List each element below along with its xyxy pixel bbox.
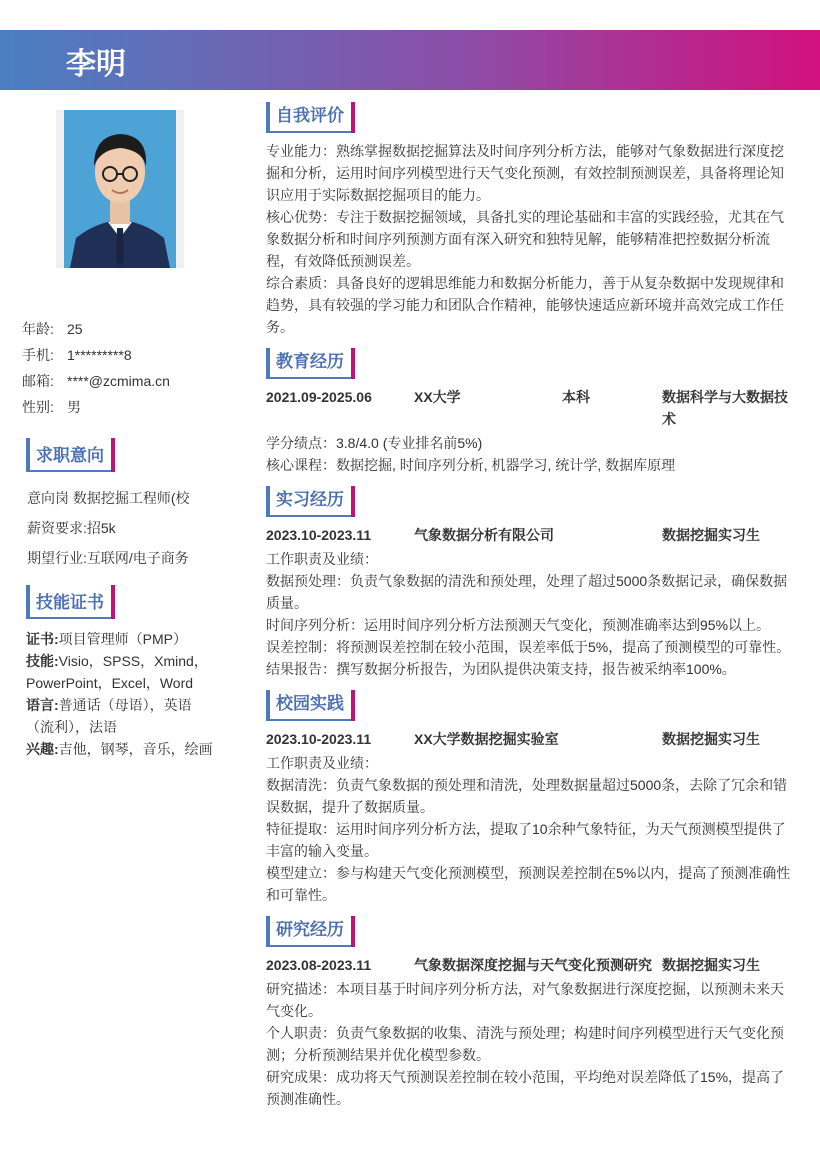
info-age	[22, 316, 218, 342]
text-line: 工作职责及业绩：	[266, 551, 378, 567]
header-banner	[0, 30, 820, 90]
entry-org: XX大学数据挖掘实验室	[414, 731, 559, 747]
entry-header	[266, 954, 796, 976]
section-heading-self-eval: 自我评价	[266, 102, 350, 130]
section-campus	[266, 690, 796, 906]
entry-school: XX大学	[414, 389, 461, 405]
text-line: 结果报告：撰写数据分析报告，为团队提供决策支持，报告被采纳率100%。	[266, 661, 736, 677]
intent-list	[22, 483, 218, 573]
paragraph: 综合素质：具备良好的逻辑思维能力和数据分析能力，善于从复杂数据中发现规律和趋势，具有较强的学习能力和团队合作精神，能够快速适应新环境并高效完成工作任务。	[266, 275, 784, 335]
entry-org: 气象数据深度挖掘与天气变化预测研究	[414, 957, 652, 973]
paragraph: 专业能力：熟练掌握数据挖掘算法及时间序列分析方法，能够对气象数据进行深度挖掘和分析，运用时间序列模型进行天气变化预测，有效控制预测误差，具备将理论知识应用于实际数据挖掘项目的能力。	[266, 143, 784, 203]
text-line: 个人职责：负责气象数据的收集、清洗与预处理；构建时间序列模型进行天气变化预测；分析预测结果并优化模型参数。	[266, 1025, 784, 1063]
info-value: 男	[67, 399, 81, 415]
entry-date: 2021.09-2025.06	[266, 389, 372, 405]
text-line: 数据清洗：负责气象数据的预处理和清洗，处理数据量超过5000条，去除了冗余和错误数据，提升了数据质量。	[266, 777, 788, 815]
info-value: 25	[67, 321, 83, 337]
entry-date: 2023.10-2023.11	[266, 527, 372, 543]
entry-role: 数据挖掘实习生	[662, 527, 760, 543]
section-heading-internship: 实习经历	[266, 486, 350, 514]
entry-date: 2023.08-2023.11	[266, 957, 372, 973]
text-line: 工作职责及业绩：	[266, 755, 378, 771]
text-line: 特征提取：运用时间序列分析方法，提取了10余种气象特征，为天气预测模型提供了丰富的输入变量。	[266, 821, 786, 859]
intent-salary: 薪资要求:招5k	[27, 520, 116, 536]
skill-item-interest: 兴趣:吉他，钢琴，音乐，绘画	[26, 741, 213, 757]
info-label: 手机:	[22, 347, 54, 363]
entry-header	[266, 386, 796, 430]
entry-major: 数据科学与大数据技术	[662, 389, 788, 427]
skill-item-cert: 证书:项目管理师（PMP）	[26, 631, 188, 647]
section-heading-research: 研究经历	[266, 916, 350, 944]
section-research	[266, 916, 796, 1110]
info-phone	[22, 342, 218, 368]
skill-item-skills: 技能:Visio，SPSS，Xmind，PowerPoint，Excel，Word	[26, 653, 208, 691]
entry-header	[266, 524, 796, 546]
intent-industry: 期望行业:互联网/电子商务	[27, 550, 189, 566]
skills-list	[22, 628, 216, 760]
info-gender	[22, 394, 218, 420]
entry-header	[266, 728, 796, 750]
section-education	[266, 348, 796, 476]
info-value: ****@zcmima.cn	[67, 373, 170, 389]
paragraph: 核心优势：专注于数据挖掘领域，具备扎实的理论基础和丰富的实践经验，尤其在气象数据分析和时间序列预测方面有深入研究和独特见解，能够精准把控数据分析流程，有效降低预测误差。	[266, 209, 784, 269]
text-line: 研究描述：本项目基于时间序列分析方法，对气象数据进行深度挖掘，以预测未来天气变化。	[266, 981, 784, 1019]
text-line: 模型建立：参与构建天气变化预测模型，预测误差控制在5%以内，提高了预测准确性和可靠性。	[266, 865, 791, 903]
sidebar	[22, 316, 218, 760]
intent-position: 意向岗 数据挖掘工程师(校	[27, 490, 190, 506]
section-heading-education: 教育经历	[266, 348, 350, 376]
section-heading-campus: 校园实践	[266, 690, 350, 718]
info-label: 邮箱:	[22, 373, 54, 389]
entry-role: 数据挖掘实习生	[662, 957, 760, 973]
info-label: 年龄:	[22, 321, 54, 337]
entry-date: 2023.10-2023.11	[266, 731, 372, 747]
text-line: 时间序列分析：运用时间序列分析方法预测天气变化，预测准确率达到95%以上。	[266, 617, 771, 633]
section-heading-intent: 求职意向	[26, 438, 110, 469]
info-value: 1*********8	[67, 347, 132, 363]
entry-org: 气象数据分析有限公司	[414, 527, 554, 543]
text-line: 误差控制：将预测误差控制在较小范围，误差率低于5%，提高了预测模型的可靠性。	[266, 639, 791, 655]
skill-item-language: 语言:普通话（母语），英语（流利），法语	[26, 697, 192, 735]
candidate-name: 李明	[66, 48, 126, 81]
main-content	[266, 102, 796, 1120]
entry-degree: 本科	[562, 389, 590, 405]
entry-role: 数据挖掘实习生	[662, 731, 760, 747]
text-line: 研究成果：成功将天气预测误差控制在较小范围，平均绝对误差降低了15%，提高了预测准确性。	[266, 1069, 785, 1107]
text-line: 核心课程：数据挖掘, 时间序列分析, 机器学习, 统计学, 数据库原理	[266, 457, 676, 473]
info-label: 性别:	[22, 399, 54, 415]
section-heading-skills: 技能证书	[26, 585, 110, 616]
text-line: 学分绩点：3.8/4.0 (专业排名前5%)	[266, 435, 483, 451]
profile-photo	[56, 110, 184, 268]
section-self-eval	[266, 102, 796, 338]
text-line: 数据预处理：负责气象数据的清洗和预处理，处理了超过5000条数据记录，确保数据质量。	[266, 573, 788, 611]
section-internship	[266, 486, 796, 680]
info-email	[22, 368, 218, 394]
